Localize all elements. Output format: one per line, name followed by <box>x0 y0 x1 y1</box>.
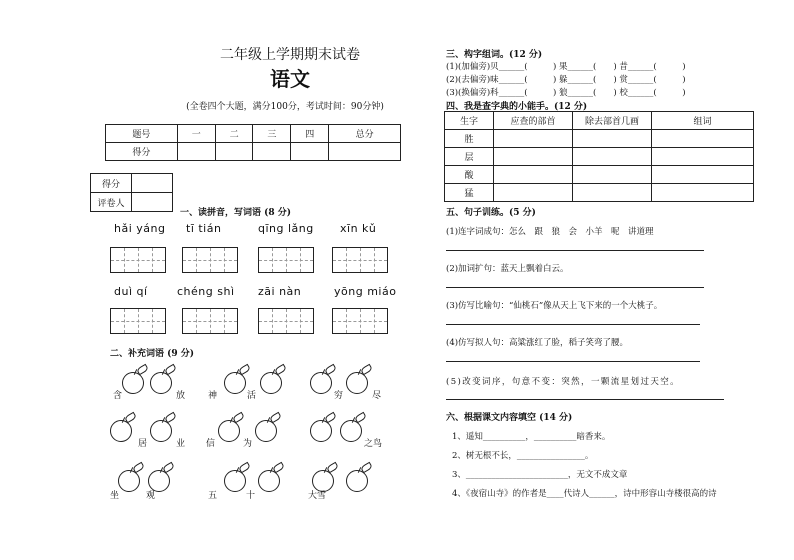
tianzige-box[interactable] <box>110 308 166 334</box>
score-header-cell: 三 <box>253 125 291 143</box>
fill-item: 2、树无根不长，________________。 <box>452 451 594 461</box>
score-input-cell[interactable] <box>253 143 291 161</box>
fruit-blank-icon[interactable] <box>218 420 240 442</box>
score-header-cell: 总分 <box>329 125 401 143</box>
compose-line-3: (3)(换偏旁)科______( ) 狼______( ) 校______( ) <box>446 88 686 98</box>
answer-line[interactable] <box>446 250 704 251</box>
score-header-cell: 题号 <box>106 125 178 143</box>
dict-input-cell[interactable] <box>494 148 573 166</box>
answer-line[interactable] <box>446 361 700 362</box>
sentence-item: (4)仿写拟人句：高粱涨红了脸，稻子笑弯了腰。 <box>446 338 629 348</box>
tianzige-box[interactable] <box>258 247 314 273</box>
grader-table <box>90 173 173 212</box>
fruit-blank-icon[interactable] <box>110 420 132 442</box>
compose-char: 狼 <box>559 88 568 98</box>
fruit-blank-icon[interactable] <box>224 470 246 492</box>
dict-input-cell[interactable] <box>652 130 754 148</box>
score-header-cell: 一 <box>177 125 215 143</box>
idiom-char: 为 <box>243 439 253 449</box>
idiom-char: 十 <box>246 491 256 501</box>
compose-char: 昔 <box>619 62 628 72</box>
score-input-cell[interactable] <box>329 143 401 161</box>
dict-header-cell: 应查的部首 <box>494 112 573 130</box>
idiom-char: 活 <box>247 391 257 401</box>
fruit-blank-icon[interactable] <box>346 470 368 492</box>
compose-line-2: (2)(去偏旁)味______( ) 躲______( ) 赏______( ) <box>446 75 686 85</box>
fruit-blank-icon[interactable] <box>150 420 172 442</box>
idiom-char: 业 <box>176 439 186 449</box>
sentence-item: (1)连字词成句：怎么 跟 狼 会 小羊 呢 讲道理 <box>446 227 654 237</box>
pinyin-label: qīng lǎng <box>258 222 314 235</box>
pinyin-label: xīn kǔ <box>340 222 377 235</box>
dict-char: 猛 <box>445 184 494 202</box>
sentence-item: (5)改变词序，句意不变：突然，一颗流星划过天空。 <box>446 377 681 387</box>
dict-char: 胜 <box>445 130 494 148</box>
grader-reviewer-cell[interactable] <box>132 193 173 212</box>
grader-score-cell[interactable] <box>132 174 173 193</box>
dict-char: 层 <box>445 148 494 166</box>
dict-input-cell[interactable] <box>573 166 652 184</box>
fill-item: 4、《夜宿山寺》的作者是____代诗人______，诗中形容山寺楼很高的诗 <box>452 489 717 499</box>
fill-item: 3、________________________，无文不成文章 <box>452 470 628 480</box>
idiom-char: 穷 <box>334 391 344 401</box>
pinyin-label: tī tián <box>186 222 222 235</box>
compose-char: 躲 <box>559 75 568 85</box>
compose-char: 赏 <box>619 75 628 85</box>
section4-title: 四、我是查字典的小能手。(12 分) <box>446 102 588 112</box>
fruit-blank-icon[interactable] <box>310 420 332 442</box>
idiom-char: 观 <box>146 491 156 501</box>
score-input-cell[interactable] <box>291 143 329 161</box>
section6-title: 六、根据课文内容填空 (14 分) <box>446 413 573 423</box>
idiom-char: 放 <box>176 391 186 401</box>
answer-line[interactable] <box>446 399 724 400</box>
dictionary-table <box>444 111 754 202</box>
fruit-blank-icon[interactable] <box>118 470 140 492</box>
compose-prefix: (1)(加偏旁)贝 <box>446 62 499 72</box>
compose-line-1: (1)(加偏旁)贝______( ) 果______( ) 昔______( ) <box>446 62 686 72</box>
idiom-char: 尽 <box>372 391 382 401</box>
tianzige-box[interactable] <box>182 247 238 273</box>
idiom-char: 之鸟 <box>364 439 383 449</box>
answer-line[interactable] <box>446 324 700 325</box>
fill-item: 1、遥知__________，__________暗香来。 <box>452 432 611 442</box>
grader-reviewer-label: 评卷人 <box>91 193 132 212</box>
score-row-label: 得分 <box>106 143 178 161</box>
fruit-blank-icon[interactable] <box>255 420 277 442</box>
fruit-blank-icon[interactable] <box>258 470 280 492</box>
idiom-char: 神 <box>208 391 218 401</box>
score-input-cell[interactable] <box>215 143 253 161</box>
dict-char: 酸 <box>445 166 494 184</box>
exam-title: 二年级上学期期末试卷 <box>220 47 360 63</box>
dict-input-cell[interactable] <box>494 130 573 148</box>
section1-title: 一、读拼音，写词语 (8 分) <box>180 208 292 218</box>
idiom-char: 大雪 <box>308 491 327 501</box>
exam-note: (全卷四个大题，满分100分，考试时间：90分钟) <box>186 102 384 112</box>
compose-char: 校 <box>619 88 628 98</box>
pinyin-label: zāi nàn <box>258 285 302 298</box>
section2-title: 二、补充词语 (9 分) <box>110 349 195 359</box>
score-header-cell: 二 <box>215 125 253 143</box>
dict-header-cell: 生字 <box>445 112 494 130</box>
dict-input-cell[interactable] <box>573 184 652 202</box>
grader-score-label: 得分 <box>91 174 132 193</box>
fruit-blank-icon[interactable] <box>346 372 368 394</box>
sentence-item: (3)仿写比喻句：“仙桃石”像从天上飞下来的一个大桃子。 <box>446 301 663 311</box>
idiom-char: 含 <box>113 391 123 401</box>
dict-header-cell: 组词 <box>652 112 754 130</box>
pinyin-label: hǎi yáng <box>114 222 166 235</box>
tianzige-box[interactable] <box>332 308 388 334</box>
fruit-blank-icon[interactable] <box>122 372 144 394</box>
score-input-cell[interactable] <box>177 143 215 161</box>
compose-prefix: (3)(换偏旁)科 <box>446 88 499 98</box>
section3-title: 三、构字组词。(12 分) <box>446 50 543 60</box>
fruit-blank-icon[interactable] <box>310 372 332 394</box>
fruit-blank-icon[interactable] <box>150 372 172 394</box>
section5-title: 五、句子训练。(5 分) <box>446 208 536 218</box>
dict-input-cell[interactable] <box>573 130 652 148</box>
dict-input-cell[interactable] <box>652 166 754 184</box>
dict-input-cell[interactable] <box>652 184 754 202</box>
fruit-blank-icon[interactable] <box>224 372 246 394</box>
idiom-char: 信 <box>206 439 216 449</box>
idiom-char: 五 <box>208 491 218 501</box>
idiom-char: 居 <box>138 439 148 449</box>
dict-input-cell[interactable] <box>494 166 573 184</box>
dict-input-cell[interactable] <box>494 184 573 202</box>
dict-input-cell[interactable] <box>573 148 652 166</box>
tianzige-box[interactable] <box>332 247 388 273</box>
fruit-blank-icon[interactable] <box>260 372 282 394</box>
tianzige-box[interactable] <box>110 247 166 273</box>
compose-prefix: (2)(去偏旁)味 <box>446 75 499 85</box>
tianzige-box[interactable] <box>182 308 238 334</box>
sentence-item: (2)加词扩句：蓝天上飘着白云。 <box>446 264 569 274</box>
exam-subject: 语文 <box>270 67 310 91</box>
tianzige-box[interactable] <box>258 308 314 334</box>
pinyin-label: yōng miáo <box>334 285 397 298</box>
pinyin-label: chéng shì <box>177 285 235 298</box>
idiom-char: 坐 <box>110 491 120 501</box>
fruit-blank-icon[interactable] <box>340 420 362 442</box>
dict-input-cell[interactable] <box>652 148 754 166</box>
dict-header-cell: 除去部首几画 <box>573 112 652 130</box>
pinyin-label: duì qí <box>114 285 148 298</box>
compose-char: 果 <box>559 62 568 72</box>
score-header-cell: 四 <box>291 125 329 143</box>
answer-line[interactable] <box>446 287 704 288</box>
score-table <box>105 124 401 161</box>
